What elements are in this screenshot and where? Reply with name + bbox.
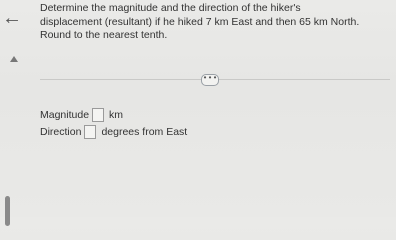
direction-label: Direction: [40, 126, 82, 138]
back-arrow-icon[interactable]: ←: [2, 7, 22, 29]
direction-row: [40, 125, 187, 139]
scrollbar-thumb[interactable]: [5, 196, 10, 226]
direction-unit: degrees from East: [101, 126, 188, 138]
question-line: Round to the nearest tenth.: [40, 29, 168, 41]
magnitude-unit: km: [109, 109, 124, 121]
more-options-button[interactable]: • • •: [201, 74, 219, 86]
magnitude-label: Magnitude: [40, 109, 90, 121]
question-line: Determine the magnitude and the direction of the hiker's: [40, 2, 301, 14]
question-text: [40, 2, 395, 43]
magnitude-input[interactable]: [92, 108, 104, 122]
direction-input[interactable]: [84, 125, 96, 139]
magnitude-row: [40, 108, 123, 122]
collapse-triangle-icon[interactable]: [10, 56, 18, 62]
question-line: displacement (resultant) if he hiked 7 km East and then 65 km North.: [40, 15, 360, 28]
